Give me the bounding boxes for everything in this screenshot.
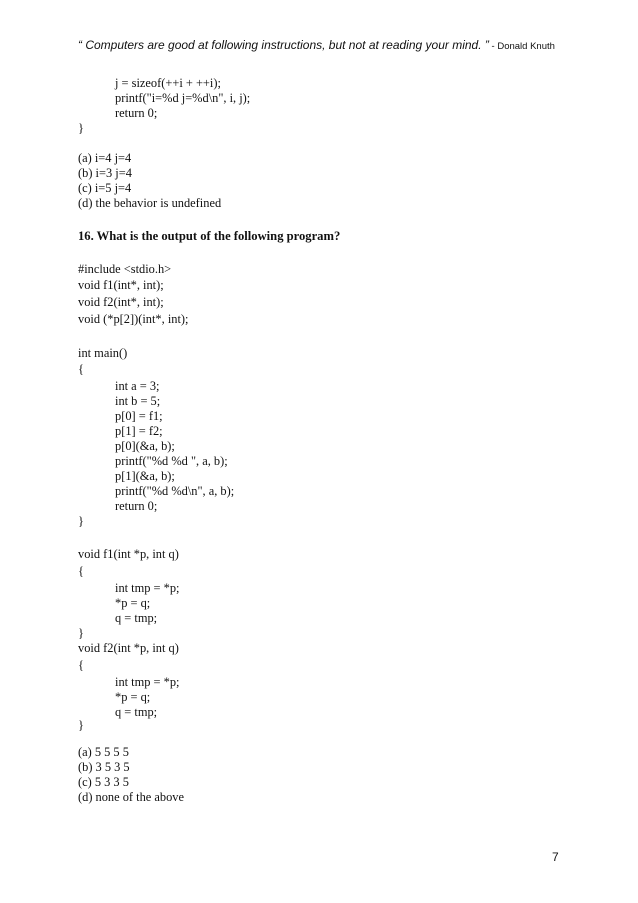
code-line: { <box>78 658 84 672</box>
code-line: p[0] = f1; <box>115 409 163 423</box>
code-line: *p = q; <box>115 596 151 610</box>
code-line: void (*p[2])(int*, int); <box>78 312 189 326</box>
code-line: printf("%d %d ", a, b); <box>115 454 228 468</box>
code-line: p[0](&a, b); <box>115 439 175 453</box>
answer-option: (c) 5 3 3 5 <box>78 775 129 789</box>
code-line: int tmp = *p; <box>115 675 180 689</box>
code-line: return 0; <box>115 106 158 120</box>
answer-option: (c) i=5 j=4 <box>78 181 132 195</box>
code-line: j = sizeof(++i + ++i); <box>115 76 221 90</box>
code-line: printf("i=%d j=%d\n", i, j); <box>115 91 251 105</box>
code-line: *p = q; <box>115 690 151 704</box>
code-line: p[1](&a, b); <box>115 469 175 483</box>
code-line: printf("%d %d\n", a, b); <box>115 484 235 498</box>
code-line: q = tmp; <box>115 611 158 625</box>
answer-option: (d) none of the above <box>78 790 184 804</box>
page-header <box>78 38 618 52</box>
code-line: { <box>78 564 84 578</box>
code-line: void f2(int *p, int q) <box>78 641 179 655</box>
answer-option: (b) i=3 j=4 <box>78 166 132 180</box>
code-line: return 0; <box>115 499 158 513</box>
code-line: q = tmp; <box>115 705 158 719</box>
header-author: - Donald Knuth <box>488 41 555 52</box>
code-line: p[1] = f2; <box>115 424 163 438</box>
code-line: { <box>78 362 84 376</box>
code-line: } <box>78 121 84 135</box>
header-quote: “ Computers are good at following instructions, but not at reading your mind. ” <box>78 38 489 52</box>
question-heading: 16. What is the output of the following program? <box>78 229 341 243</box>
code-line: int main() <box>78 346 128 360</box>
code-line: } <box>78 514 84 528</box>
code-line: int b = 5; <box>115 394 161 408</box>
code-line: void f2(int*, int); <box>78 295 164 309</box>
answer-option: (b) 3 5 3 5 <box>78 760 130 774</box>
answer-option: (a) 5 5 5 5 <box>78 745 129 759</box>
code-line: int tmp = *p; <box>115 581 180 595</box>
code-line: int a = 3; <box>115 379 160 393</box>
code-line: } <box>78 626 84 640</box>
code-line: void f1(int *p, int q) <box>78 547 179 561</box>
code-line: void f1(int*, int); <box>78 278 164 292</box>
answer-option: (a) i=4 j=4 <box>78 151 132 165</box>
answer-option: (d) the behavior is undefined <box>78 196 222 210</box>
code-line: } <box>78 718 84 732</box>
page-number: 7 <box>552 850 559 864</box>
code-line: #include <stdio.h> <box>78 262 172 276</box>
